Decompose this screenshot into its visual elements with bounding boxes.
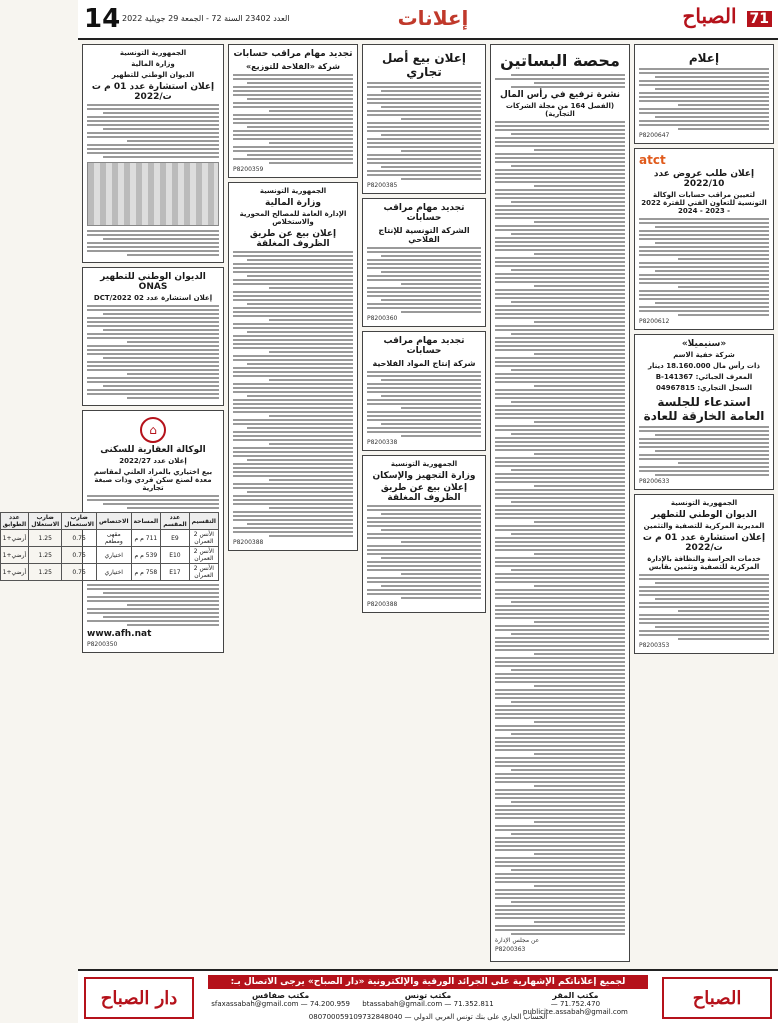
auditor-title: تجديد مهام مراقب حسابات [383,203,465,223]
table-cell: الأنس 2 العمران [189,564,218,581]
mohtasib-ad [490,44,630,962]
housing-title: الوكالة العقارية للسكنى [100,445,206,455]
ad-reference: P8200350 [87,641,118,648]
table-cell: اختياري [96,564,131,581]
table-cell: 1.25 [29,547,62,564]
mohtasib-subtitle-2: (الفصل 164 من مجلة الشركات التجارية) [505,102,615,118]
table-cell: مقهى ومطعم [96,530,131,547]
atct-title: إعلان طلب عروض عدد 2022/10 [653,169,755,189]
republic-label: الجمهورية التونسية [390,460,458,468]
auditor-ad-2 [362,331,486,451]
mohtasib-title: محصة البساتين [500,51,620,70]
tender-title: إعلان استشارة عدد 01 م ت ت/2022 [91,82,215,102]
table-header: المساحة [131,513,161,530]
state-sale-ad [362,455,486,613]
ads-columns [2,44,774,966]
sinema-register: السجل التجاري: 04967815 [655,384,753,392]
table-row [0,564,218,581]
housing-body: بيع اختياري بالمزاد العلني لمقاسم معدة لصنع سكن فردي وذات صبغة تجارية [93,468,213,492]
table-cell: 0.75 [62,564,97,581]
auditor-ad-3 [228,44,358,178]
sinema-title: استدعاء للجلسة العامة الخارقة للعادة [643,395,765,423]
ad-reference: P8200359 [233,166,264,173]
housing-agency-ad [2,410,224,653]
section-title: إعلانات [397,6,469,30]
office-hq: مكتب المقر 71.752.470 — publicite.assabah@gmail.com [522,991,628,1016]
table-cell: أرضي+1 [0,564,29,581]
republic-label: الجمهورية التونسية [119,49,187,57]
table-header: الاختصاص [96,513,131,530]
table-cell: أرضي+1 [0,547,29,564]
auditor-company: شركة إنتاج المواد الفلاحية [372,359,476,368]
finance-sale-ad [228,182,358,551]
issue-info: العدد 23402 السنة 72 - الجمعة 29 جويلية 2022 [122,14,290,23]
notice-body [639,68,769,130]
column-1 [634,44,774,966]
footer-logo: الصباح [662,977,772,1019]
office-tunis: مكتب تونس 71.352.811 — btassabah@gmail.com [362,991,494,1008]
table-cell: 0.75 [62,547,97,564]
table-header: عدد الطوابق [0,513,29,530]
footer-logo-2: دار الصباح [84,977,194,1019]
newspaper-logo [683,4,773,28]
anniversary-badge: 71 [747,11,772,27]
onas2-title: الديوان الوطني للتطهير ONAS [100,272,206,292]
ad-reference: P8200353 [639,642,670,649]
column-3 [362,44,486,966]
table-cell: أرضي+1 [0,530,29,547]
table-header: ضارب الاستغلال [29,513,62,530]
table-header: التقسيم [189,513,218,530]
footer-banner [78,969,778,1023]
ad-author: عن مجلس الإدارة [495,937,540,944]
housing-subtitle: إعلان عدد 2022/27 [119,457,187,465]
business-sale-ad [362,44,486,194]
table-cell: 539 م م [131,547,161,564]
ad-reference: P8200363 [495,946,526,953]
table-row [0,530,218,547]
onas2-subtitle: إعلان استشارة عدد 02 DCT/2022 [93,294,213,302]
atct-subtitle: لتعيين مراقب حسابات الوكالة التونسية للتعاون الفني للفترة 2022 - 2023 - 2024 [641,191,767,215]
auditor-company: شركة «الفلاحة للتوزيع» [245,62,341,71]
sinema-ad [634,334,774,490]
onas-tender-ad [82,44,224,263]
table-header: عدد المقسم [161,513,189,530]
table-cell: 0.75 [62,530,97,547]
bank-account: 080700059109732848040 — الحساب الجاري على بنك تونس العربي الدولي [308,1013,548,1021]
table-cell: 758 م م [131,564,161,581]
notice-box [634,44,774,144]
table-cell: الأنس 2 العمران [189,530,218,547]
brand-name: الصباح [682,4,737,28]
sinema-name: «سنيميلا» [681,339,727,349]
table-row [0,547,218,564]
masthead [78,0,778,40]
ad-reference: P8200647 [639,132,670,139]
table-cell: اختياري [96,547,131,564]
table-cell: E10 [161,547,189,564]
sinema-capital: ذات رأس مال 18.160.000 دينار [648,362,760,370]
auditor-title: تجديد مهام مراقب حسابات [233,49,353,59]
ad-reference: P8200612 [639,318,670,325]
page-number: 14 [84,4,121,34]
column-4 [228,44,358,966]
office-label: الديوان الوطني للتطهير [111,71,195,79]
table-cell: 1.25 [29,530,62,547]
footer-headline: لجميع إعلاناتكم الإشهارية على الجرائد الورقية والإلكترونية «دار الصباح» يرجى الاتصال بـ: [208,975,648,989]
republic-label: الجمهورية التونسية [670,499,738,507]
agency-website: www.afh.nat [87,629,152,639]
table-cell: 711 م م [131,530,161,547]
atct-logo: atct [639,153,666,167]
ministry-label: وزارة التجهيز والإسكان [372,471,476,481]
office-sfax: مكتب صفاقس 74.200.959 — sfaxassabah@gmail.com [211,991,350,1008]
table-cell: E17 [161,564,189,581]
ad-reference: P8200388 [367,601,398,608]
sale-notice-title: إعلان بيع عن طريق الظروف المغلقة [249,229,337,249]
onas-ministry: الديوان الوطني للتطهير [651,510,757,520]
column-2 [490,44,630,966]
lots-table [0,512,219,581]
table-header: ضارب الاستعمال [62,513,97,530]
sale-title: إعلان بيع أصل تجاري [381,51,467,79]
ministry-label: وزارة المالية [265,198,321,208]
ad-reference: P8200388 [233,539,264,546]
republic-label: الجمهورية التونسية [259,187,327,195]
table-cell: الأنس 2 العمران [189,547,218,564]
dept-label: الإدارة العامة للمصالح المحورية والاستخلاص [239,210,347,226]
column-5 [2,44,224,966]
mohtasib-subtitle: نشرة ترفيع في رأس المال [499,90,621,100]
ad-reference: P8200633 [639,478,670,485]
ministry-label: وزارة المالية [131,60,175,68]
auditor-ad-1 [362,198,486,327]
ad-reference: P8200360 [367,315,398,322]
onas-title: إعلان استشارة عدد 01 م ت ت/2022 [642,533,766,553]
onas-dct-ad [82,267,224,406]
atct-ad [634,148,774,330]
agency-logo-icon: ⌂ [140,417,166,443]
auditor-company: الشركة التونسية للإنتاج الفلاحي [378,226,470,244]
ad-reference: P8200385 [367,182,398,189]
table-cell: E9 [161,530,189,547]
table-cell: 1.25 [29,564,62,581]
sinema-type: شركة خفية الاسم [673,351,735,359]
sinema-tax-id: المعرف الجبائي: 141367-B [655,373,753,381]
sale-notice-title: إعلان بيع عن طريق الظروف المغلقة [380,483,468,503]
onas-body: خدمات الحراسة والنظافة بالإدارة المركزية للتصفية وتثمين بقابس [647,555,761,571]
onas-dept: المديرية المركزية للتصفية والتثمين [643,522,765,530]
auditor-title: تجديد مهام مراقب حسابات [383,336,465,356]
ad-reference: P8200338 [367,439,398,446]
notice-title: إعلام [688,51,720,65]
building-photo [87,162,219,226]
onas-ad [634,494,774,654]
